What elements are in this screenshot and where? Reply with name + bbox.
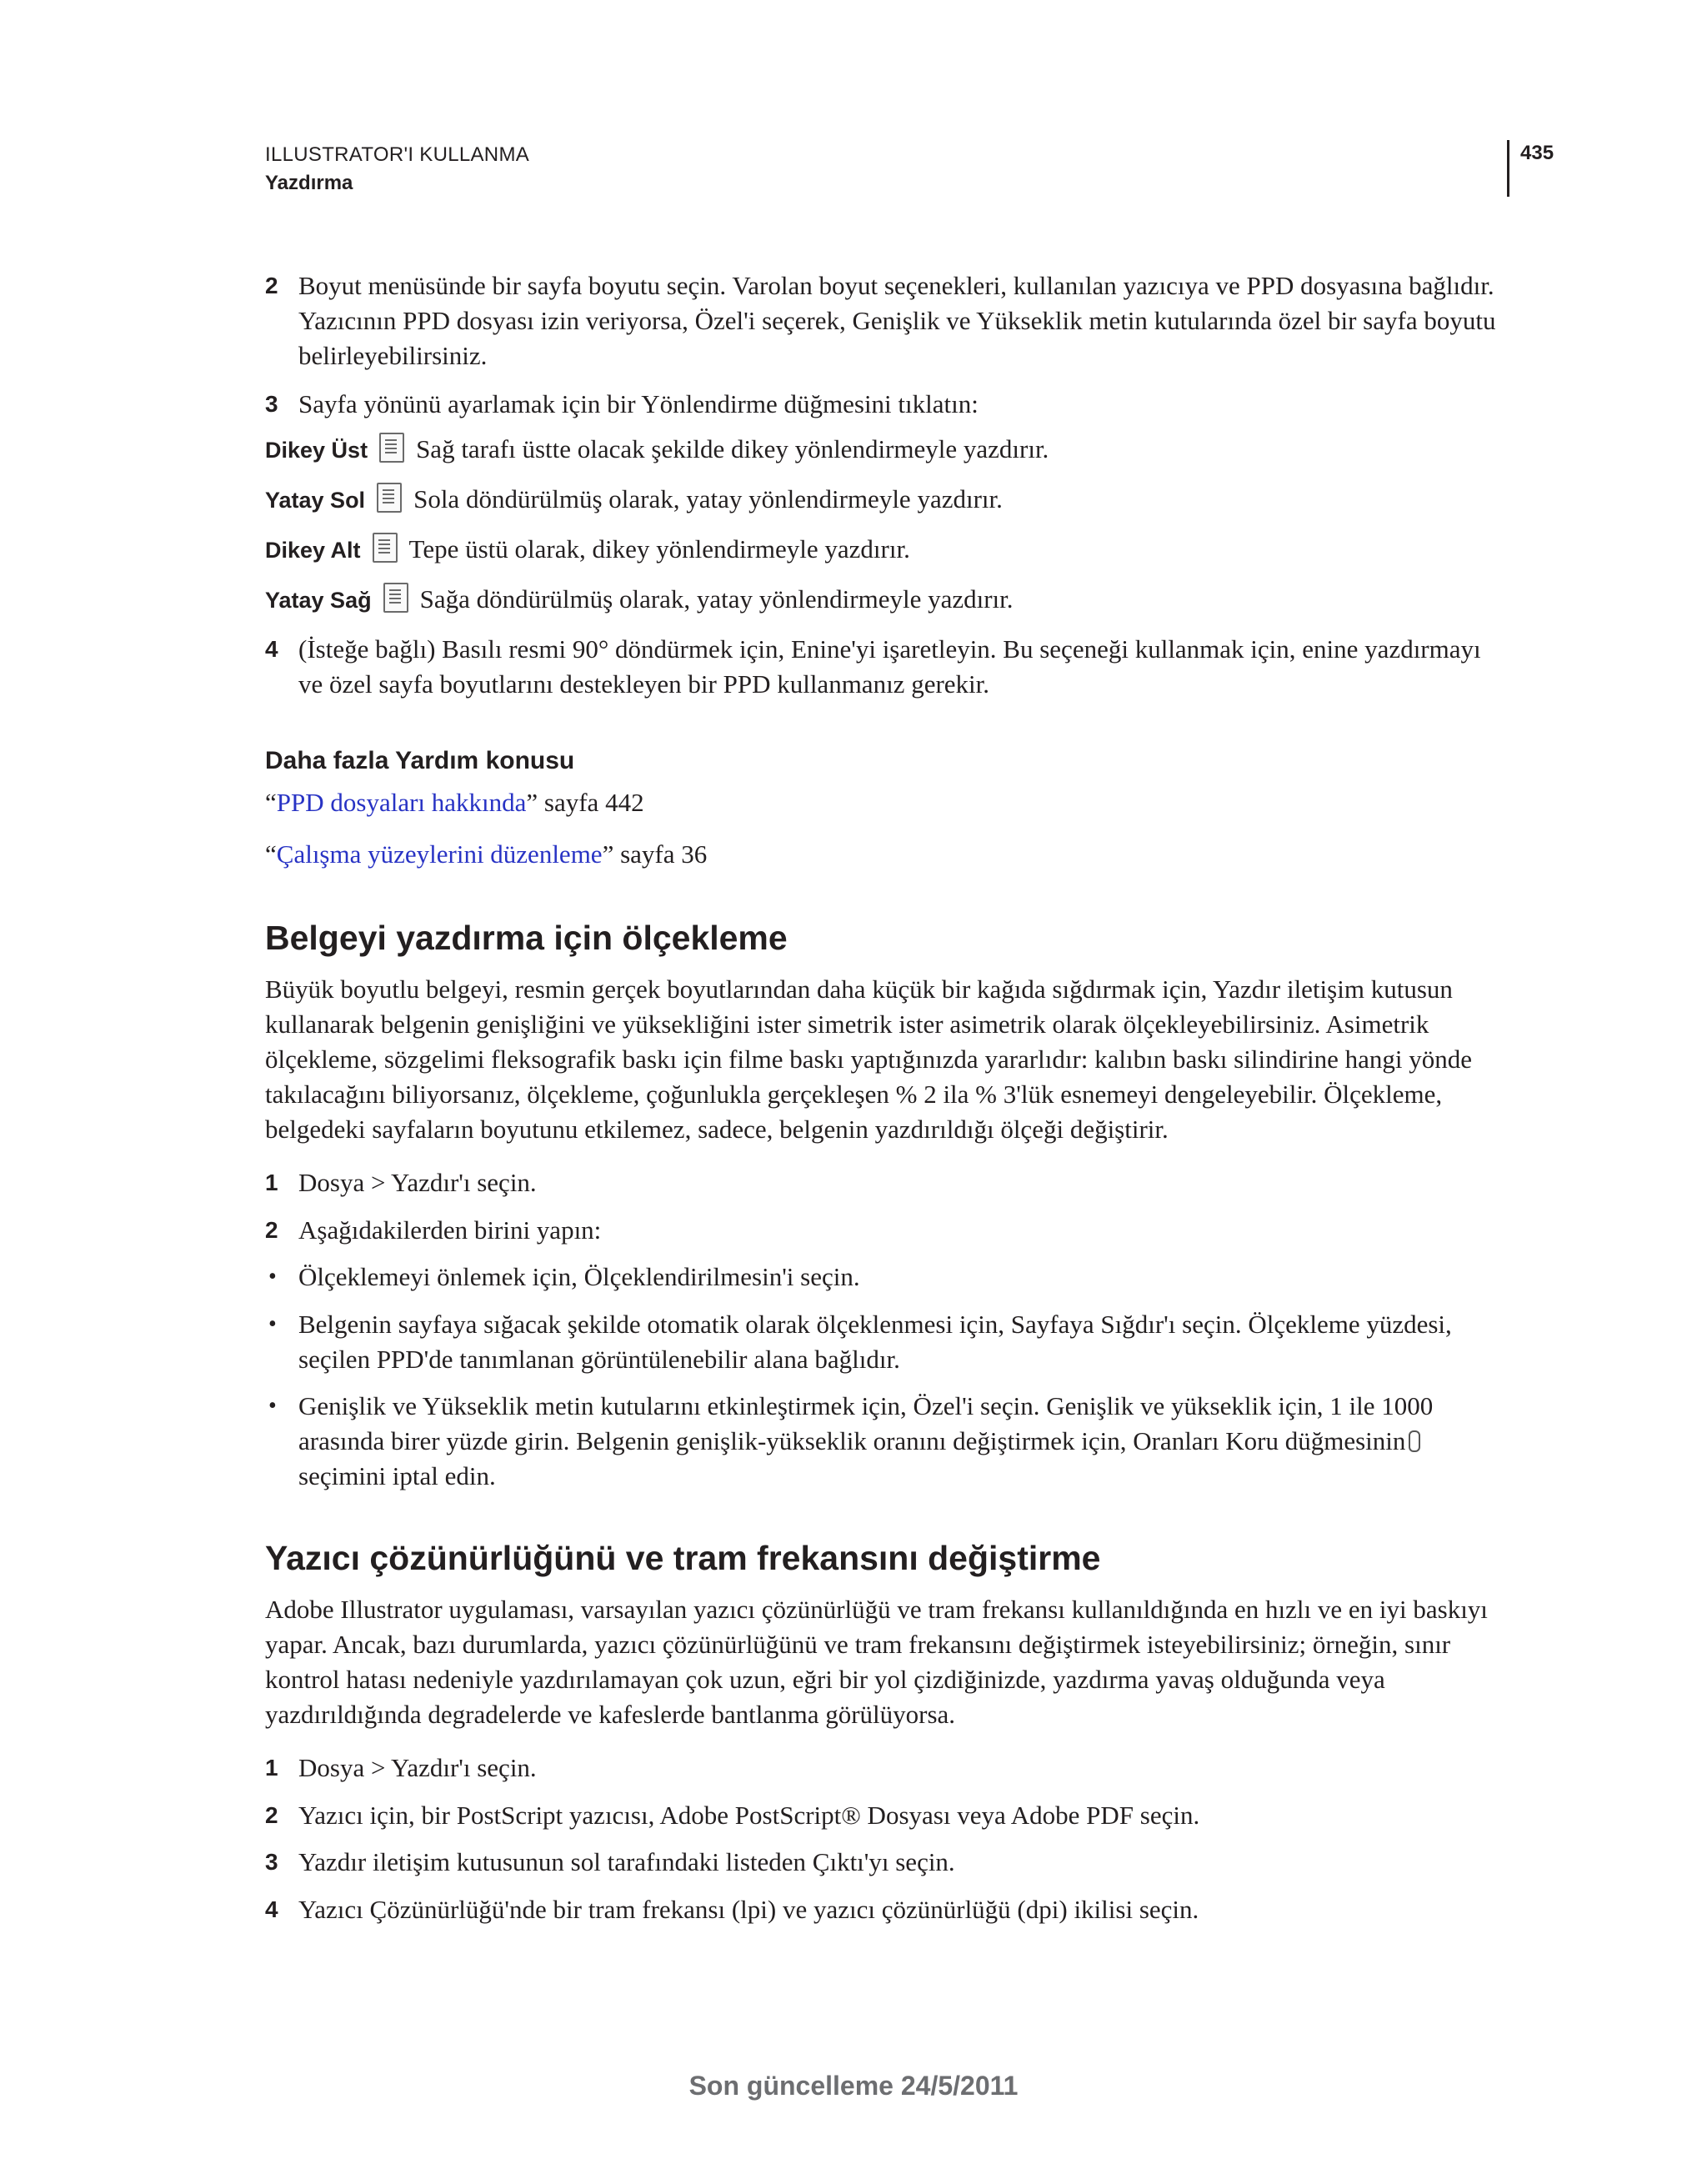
step-number: 2 [265, 1802, 278, 1828]
quote-open: “ [265, 788, 277, 817]
section-title-scaling: Belgeyi yazdırma için ölçekleme [265, 919, 788, 957]
step-number: 4 [265, 636, 278, 662]
orientation-term: Yatay Sol [265, 488, 366, 513]
text-line: ölçekleme, sözgelimi fleksografik baskı için filme baskı yaptığınızda yararlıdır: kalıbın baskı silindirine hangi yönde [265, 1044, 1473, 1074]
bullet-text [298, 1307, 1509, 1377]
section-title-resolution: Yazıcı çözünürlüğünü ve tram frekansını değiştirme [265, 1539, 1101, 1577]
step-number: 1 [265, 1170, 278, 1195]
orientation-desc: Sağa döndürülmüş olarak, yatay yönlendirmeyle yazdırır. [419, 584, 1014, 614]
portrait-up-icon[interactable] [379, 433, 404, 463]
text-line: kontrol hatası nedeniyle yazdırılamayan çok uzun, eğri bir yol çizdiğinizde, yazdırma yavaş olduğunda veya [265, 1665, 1385, 1694]
more-help-heading: Daha fazla Yardım konusu [265, 747, 575, 774]
step-text: Sayfa yönünü ayarlamak için bir Yönlendirme düğmesini tıklatın: [298, 389, 979, 418]
orientation-term: Dikey Alt [265, 538, 361, 563]
orientation-landscape-right [265, 582, 1014, 618]
step-number: 2 [265, 273, 278, 298]
bullet-text: Ölçeklemeyi önlemek için, Ölçeklendirilmesin'i seçin. [298, 1262, 860, 1291]
orientation-portrait-down [265, 532, 910, 568]
header-divider [1507, 140, 1509, 197]
landscape-right-icon[interactable] [383, 583, 408, 613]
portrait-down-icon[interactable] [373, 533, 398, 563]
text-line: kullanarak belgenin genişliğini ve yüksekliğini ister simetrik ister asimetrik olarak ölçekleyebilirsiniz. Asimetrik [265, 1009, 1429, 1039]
orientation-desc: Sola döndürülmüş olarak, yatay yönlendirmeyle yazdırır. [413, 484, 1003, 513]
text-line: Genişlik ve Yükseklik metin kutularını etkinleştirmek için, Özel'i seçin. Genişlik ve yükseklik için, 1 ile 1000 [298, 1391, 1434, 1420]
last-updated-footer: Son güncelleme 24/5/2011 [688, 2071, 1019, 2101]
link-page-ref: ” sayfa 36 [602, 839, 708, 869]
text-line: Adobe Illustrator uygulaması, varsayılan yazıcı çözünürlüğü ve tram frekansı kullanıldığında en hızlı ve en iyi baskıyı [265, 1595, 1488, 1624]
text-line: belgedeki sayfaların boyutunu etkilemez, sadece, belgenin yazdırıldığı ölçeği değiştirir. [265, 1115, 1169, 1144]
related-link-ppd [265, 785, 1509, 820]
text-line: (İsteğe bağlı) Basılı resmi 90° döndürmek için, Enine'yi işaretleyin. Bu seçeneği kullanmak için, enine yazdırmayı [298, 634, 1481, 664]
orientation-landscape-left [265, 482, 1003, 518]
orientation-term: Yatay Sağ [265, 588, 372, 613]
running-header-subtitle: Yazdırma [265, 172, 353, 194]
step-text: Dosya > Yazdır'ı seçin. [298, 1168, 537, 1197]
text-line: seçilen PPD'de tanımlanan görüntülenebilir alana bağlıdır. [298, 1345, 900, 1374]
step-text [298, 268, 1509, 373]
text-line: yapar. Ancak, bazı durumlarda, yazıcı çözünürlüğünü ve tram frekansını değiştirmek isteyebilirsiniz; örneğin, sınır [265, 1630, 1451, 1659]
step-text: Yazıcı için, bir PostScript yazıcısı, Adobe PostScript® Dosyası veya Adobe PDF seçin. [298, 1801, 1200, 1830]
text-line: Boyut menüsünde bir sayfa boyutu seçin. Varolan boyut seçenekleri, kullanılan yazıcıya ve PPD dosyasına bağlıdır. [298, 271, 1494, 300]
text-line: ve özel sayfa boyutlarını destekleyen bir PPD kullanmanız gerekir. [298, 669, 990, 699]
section-intro [265, 1592, 1509, 1732]
bullet-marker: • [268, 1393, 277, 1419]
constrain-proportions-icon[interactable] [1409, 1430, 1420, 1452]
step-text: Aşağıdakilerden birini yapın: [298, 1215, 602, 1245]
step-number: 3 [265, 1849, 278, 1875]
step-number: 3 [265, 391, 278, 417]
text-line: belirleyebilirsiniz. [298, 341, 488, 370]
step-number: 2 [265, 1217, 278, 1243]
orientation-desc: Sağ tarafı üstte olacak şekilde dikey yönlendirmeyle yazdırır. [416, 434, 1049, 463]
bullet-text [298, 1389, 1509, 1494]
step-text: Dosya > Yazdır'ı seçin. [298, 1753, 537, 1782]
ppd-files-link[interactable]: PPD dosyaları hakkında [276, 788, 527, 817]
artboards-link[interactable]: Çalışma yüzeylerini düzenleme [276, 839, 603, 869]
text-line: Belgenin sayfaya sığacak şekilde otomatik olarak ölçeklenmesi için, Sayfaya Sığdır'ı seçin. Ölçekleme yüzdesi, [298, 1310, 1452, 1339]
orientation-desc: Tepe üstü olarak, dikey yönlendirmeyle yazdırır. [408, 534, 910, 564]
running-header-title: ILLUSTRATOR'I KULLANMA [265, 143, 530, 166]
section-intro [265, 972, 1509, 1147]
text-line: takılacağını biliyorsanız, ölçekleme, çoğunlukla gerçekleşen % 2 ila % 3'lük esnemeyi dengeleyebilir. Ölçekleme, [265, 1079, 1443, 1109]
text-line: yazdırıldığında degradelerde ve kafeslerde bantlanma görülüyorsa. [265, 1700, 956, 1729]
step-number: 1 [265, 1755, 278, 1781]
page-number: 435 [1520, 142, 1554, 164]
text-line: Yazıcının PPD dosyası izin veriyorsa, Özel'i seçerek, Genişlik ve Yükseklik metin kutularında özel bir sayfa boyutu [298, 306, 1496, 335]
step-text: Yazıcı Çözünürlüğü'nde bir tram frekansı (lpi) ve yazıcı çözünürlüğü (dpi) ikilisi seçin. [298, 1895, 1199, 1924]
link-page-ref: ” sayfa 442 [526, 788, 644, 817]
related-link-artboards [265, 837, 1509, 872]
step-number: 4 [265, 1896, 278, 1922]
text-line: arasında birer yüzde girin. Belgenin genişlik-yükseklik oranını değiştirmek için, Oranları Koru düğmesinin [298, 1426, 1406, 1455]
bullet-marker: • [268, 1311, 277, 1337]
orientation-portrait-up [265, 432, 1049, 468]
text-line: seçimini iptal edin. [298, 1461, 496, 1490]
landscape-left-icon[interactable] [377, 483, 402, 513]
text-line: Büyük boyutlu belgeyi, resmin gerçek boyutlarından daha küçük bir kağıda sığdırmak için, Yazdır iletişim kutusun [265, 974, 1453, 1004]
step-text: Yazdır iletişim kutusunun sol tarafındaki listeden Çıktı'yı seçin. [298, 1847, 955, 1876]
orientation-term: Dikey Üst [265, 438, 368, 463]
bullet-marker: • [268, 1264, 277, 1290]
quote-open: “ [265, 839, 277, 869]
step-text [298, 632, 1509, 702]
